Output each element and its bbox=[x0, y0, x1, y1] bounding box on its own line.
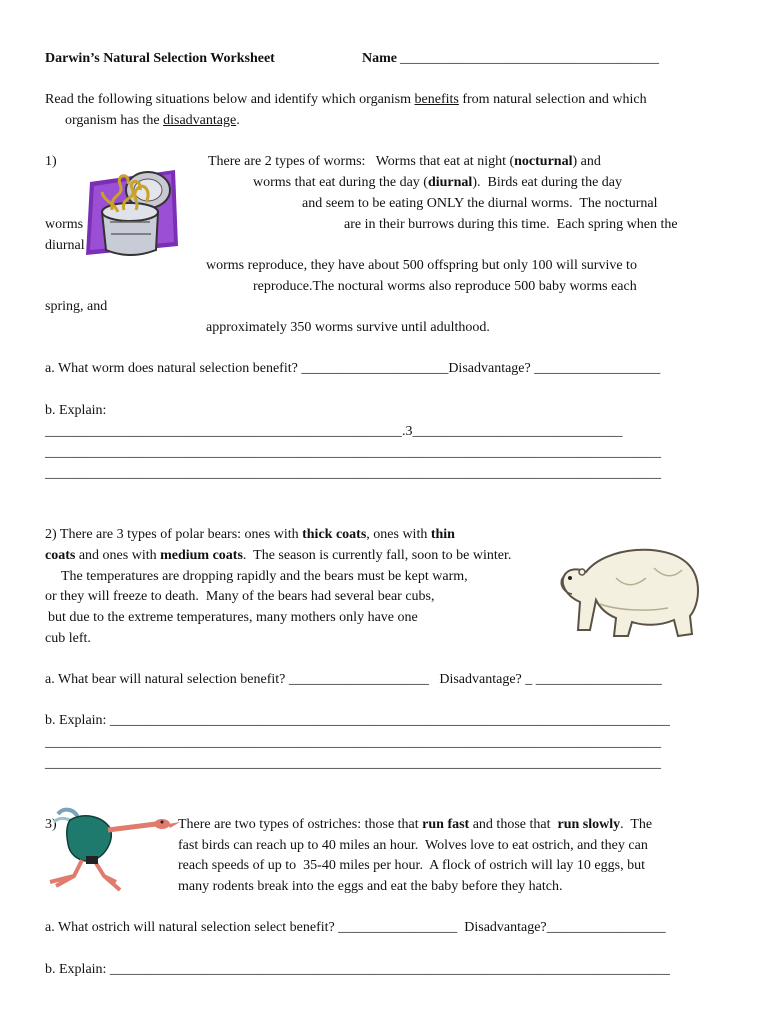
q1-line-4-right: are in their burrows during this time. Each spring when the bbox=[344, 217, 678, 232]
q3-line-3: reach speeds of up to 35-40 miles per hour. A flock of ostrich will lay 10 eggs, but bbox=[178, 858, 645, 873]
q1-line-9: approximately 350 worms survive until adulthood. bbox=[206, 320, 490, 335]
name-label: Name bbox=[362, 51, 397, 66]
q1-number: 1) bbox=[45, 154, 57, 169]
polar-bear-clipart bbox=[556, 538, 702, 644]
q2-answer-line-2[interactable]: ________________________________________________________________________________________ bbox=[45, 735, 661, 750]
q3-question-b[interactable]: b. Explain: ________________________________________________________________________________ bbox=[45, 962, 670, 977]
q3-question-a[interactable]: a. What ostrich will natural selection select benefit? _________________ Disadvantage?_________________ bbox=[45, 920, 666, 935]
q3-line-1: There are two types of ostriches: those that run fast and those that run slowly. The bbox=[178, 817, 653, 832]
q2-line-3: The temperatures are dropping rapidly and the bears must be kept warm, bbox=[61, 569, 468, 584]
q1-answer-line-2[interactable]: ________________________________________________________________________________________ bbox=[45, 445, 661, 460]
worm-can-clipart bbox=[80, 162, 180, 262]
worksheet-title: Darwin’s Natural Selection Worksheet bbox=[45, 51, 275, 66]
q1-answer-line-1[interactable]: ___________________________________________________.3______________________________ bbox=[45, 424, 623, 439]
q3-number: 3) bbox=[45, 817, 57, 832]
q1-question-a[interactable]: a. What worm does natural selection benefit? _____________________Disadvantage? __________________ bbox=[45, 361, 661, 376]
ostrich-clipart bbox=[44, 806, 184, 894]
q1-line-1: There are 2 types of worms: Worms that eat at night (nocturnal) and bbox=[208, 154, 601, 169]
q1-line-6: worms reproduce, they have about 500 offspring but only 100 will survive to bbox=[206, 258, 637, 273]
q2-question-a[interactable]: a. What bear will natural selection benefit? ____________________ Disadvantage? _ __________________ bbox=[45, 672, 662, 687]
q1-answer-line-3[interactable]: ________________________________________________________________________________________ bbox=[45, 466, 661, 481]
q2-question-b[interactable]: b. Explain: ________________________________________________________________________________ bbox=[45, 713, 670, 728]
q1-line-2: worms that eat during the day (diurnal). Birds eat during the day bbox=[253, 175, 622, 190]
q2-line-5: but due to the extreme temperatures, many mothers only have one bbox=[48, 610, 418, 625]
q2-line-1: 2) There are 3 types of polar bears: ones with thick coats, ones with thin bbox=[45, 527, 455, 542]
q2-line-6: cub left. bbox=[45, 631, 91, 646]
q2-line-2: coats and ones with medium coats. The season is currently fall, soon to be winter. bbox=[45, 548, 512, 563]
q1-line-4-left: worms bbox=[45, 217, 84, 232]
q3-line-2: fast birds can reach up to 40 miles an hour. Wolves love to eat ostrich, and they can bbox=[178, 838, 648, 853]
q2-line-4: or they will freeze to death. Many of the bears had several bear cubs, bbox=[45, 589, 435, 604]
q1-line-5: diurnal bbox=[45, 238, 85, 253]
name-field[interactable]: _____________________________________ bbox=[400, 51, 659, 66]
q3-line-4: many rodents break into the eggs and eat the baby before they hatch. bbox=[178, 879, 563, 894]
instructions-line-1: Read the following situations below and identify which organism benefits from natural selection and which bbox=[45, 92, 647, 107]
q1-line-7: reproduce.The noctural worms also reproduce 500 baby worms each bbox=[253, 279, 637, 294]
q1-line-3: and seem to be eating ONLY the diurnal worms. The nocturnal bbox=[302, 196, 658, 211]
instructions-line-2: organism has the disadvantage. bbox=[65, 113, 240, 128]
q1-question-b: b. Explain: bbox=[45, 403, 107, 418]
q1-line-8: spring, and bbox=[45, 299, 108, 314]
q2-answer-line-3[interactable]: ________________________________________________________________________________________ bbox=[45, 756, 661, 771]
